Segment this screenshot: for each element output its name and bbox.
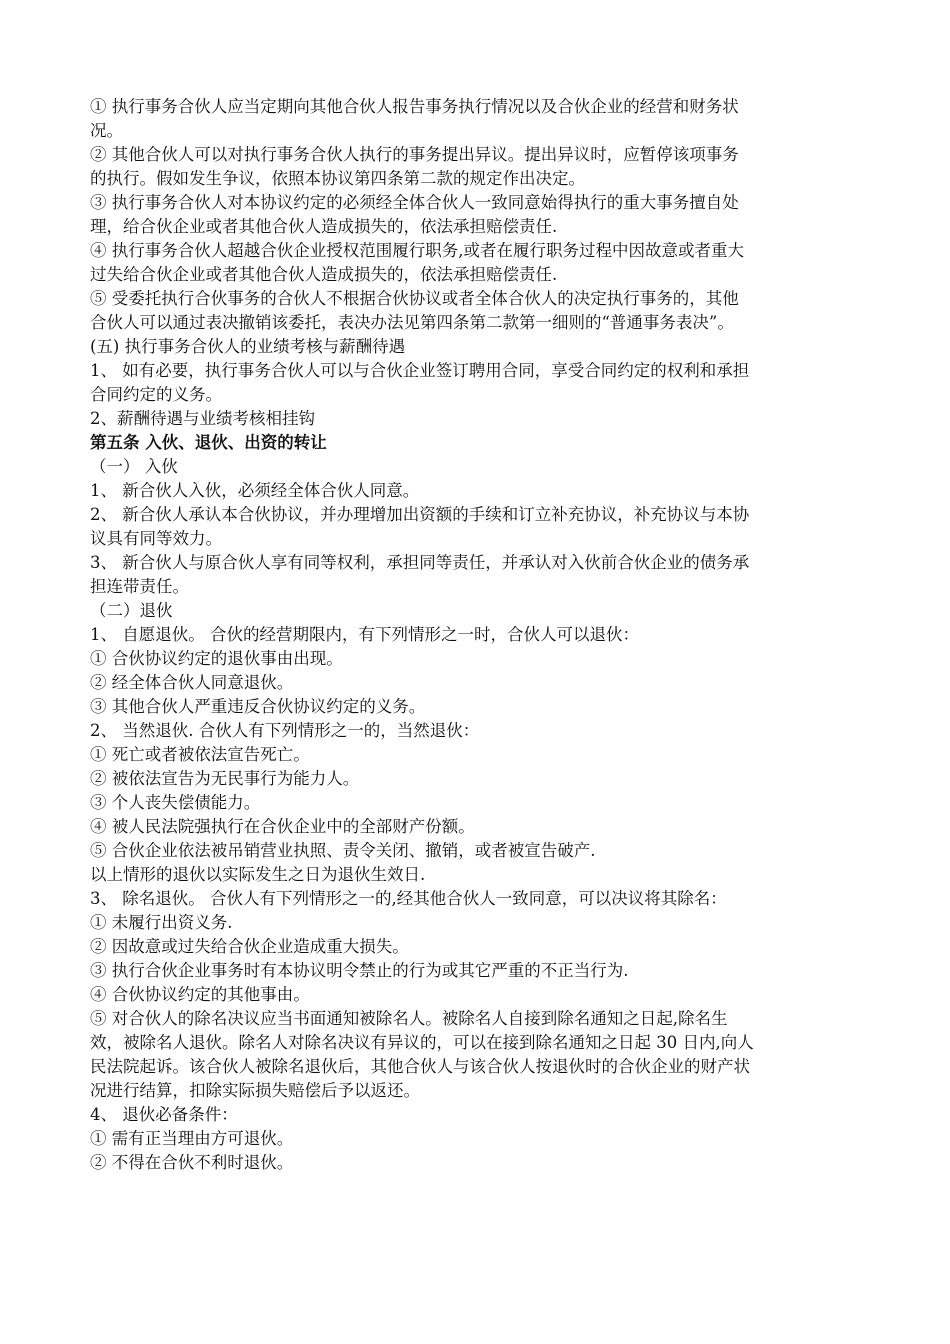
text-line: ② 被依法宣告为无民事行为能力人。 — [90, 769, 360, 788]
text-line: 2、薪酬待遇与业绩考核相挂钩 — [90, 409, 315, 428]
text-line: ① 合伙协议约定的退伙事由出现。 — [90, 649, 343, 668]
text-line: ② 经全体合伙人同意退伙。 — [90, 673, 294, 692]
text-line: ② 其他合伙人可以对执行事务合伙人执行的事务提出异议。提出异议时，应暂停该项事务 — [90, 145, 739, 164]
article-heading: 第五条 入伙、退伙、出资的转让 — [90, 433, 327, 452]
text-line: 1、 如有必要，执行事务合伙人可以与合伙企业签订聘用合同，享受合同约定的权利和承担 — [90, 361, 750, 380]
subsection-heading: （一） 入伙 — [90, 457, 178, 476]
text-line: 况进行结算，扣除实际损失赔偿后予以返还。 — [90, 1081, 420, 1100]
text-line: ③ 执行合伙企业事务时有本协议明令禁止的行为或其它严重的不正当行为. — [90, 961, 629, 980]
text-line: 2、 当然退伙. 合伙人有下列情形之一的，当然退伙： — [90, 721, 480, 740]
text-line: ① 死亡或者被依法宣告死亡。 — [90, 745, 310, 764]
text-line: 民法院起诉。该合伙人被除名退伙后，其他合伙人与该合伙人按退伙时的合伙企业的财产状 — [90, 1057, 750, 1076]
text-line: 合同约定的义务。 — [90, 385, 222, 404]
text-line: 以上情形的退伙以实际发生之日为退伙生效日. — [90, 865, 426, 884]
text-line: ④ 合伙协议约定的其他事由。 — [90, 985, 310, 1004]
text-line: 效，被除名人退伙。除名人对除名决议有异议的，可以在接到除名通知之日起 30 日内,向人 — [90, 1033, 754, 1052]
text-line: 1、 新合伙人入伙，必须经全体合伙人同意。 — [90, 481, 420, 500]
text-line: 的执行。假如发生争议，依照本协议第四条第二款的规定作出决定。 — [90, 169, 585, 188]
text-line: 议具有同等效力。 — [90, 529, 222, 548]
text-line: ⑤ 合伙企业依法被吊销营业执照、责令关闭、撤销，或者被宣告破产. — [90, 841, 596, 860]
text-line: 合伙人可以通过表决撤销该委托，表决办法见第四条第二款第一细则的“普通事务表决”。 — [90, 313, 734, 332]
text-line: 1、 自愿退伙。 合伙的经营期限内，有下列情形之一时，合伙人可以退伙： — [90, 625, 639, 644]
text-line: ④ 执行事务合伙人超越合伙企业授权范围履行职务,或者在履行职务过程中因故意或者重大 — [90, 241, 744, 260]
text-line: 3、 除名退伙。 合伙人有下列情形之一的,经其他合伙人一致同意，可以决议将其除名： — [90, 889, 727, 908]
subsection-heading: （二）退伙 — [90, 601, 173, 620]
text-line: 过失给合伙企业或者其他合伙人造成损失的，依法承担赔偿责任. — [90, 265, 558, 284]
text-line: ⑤ 对合伙人的除名决议应当书面通知被除名人。被除名人自接到除名通知之日起,除名生 — [90, 1009, 728, 1028]
subsection-heading: (五) 执行事务合伙人的业绩考核与薪酬待遇 — [90, 337, 406, 356]
text-line: ① 未履行出资义务. — [90, 913, 233, 932]
text-line: ② 不得在合伙不利时退伙。 — [90, 1153, 294, 1172]
text-line: ⑤ 受委托执行合伙事务的合伙人不根据合伙协议或者全体合伙人的决定执行事务的，其他 — [90, 289, 739, 308]
text-line: ③ 个人丧失偿债能力。 — [90, 793, 261, 812]
text-line: 担连带责任。 — [90, 577, 189, 596]
text-line: ③ 执行事务合伙人对本协议约定的必须经全体合伙人一致同意始得执行的重大事务擅自处 — [90, 193, 739, 212]
text-line: 理，给合伙企业或者其他合伙人造成损失的，依法承担赔偿责任. — [90, 217, 558, 236]
text-line: 2、 新合伙人承认本合伙协议，并办理增加出资额的手续和订立补充协议，补充协议与本协 — [90, 505, 750, 524]
text-line: 况。 — [90, 121, 123, 140]
text-line: ③ 其他合伙人严重违反合伙协议约定的义务。 — [90, 697, 426, 716]
text-line: ① 执行事务合伙人应当定期向其他合伙人报告事务执行情况以及合伙企业的经营和财务状 — [90, 97, 739, 116]
text-line: ④ 被人民法院强执行在合伙企业中的全部财产份额。 — [90, 817, 475, 836]
text-line: ② 因故意或过失给合伙企业造成重大损失。 — [90, 937, 409, 956]
text-line: 3、 新合伙人与原合伙人享有同等权利，承担同等责任，并承认对入伙前合伙企业的债务承 — [90, 553, 750, 572]
text-line: ① 需有正当理由方可退伙。 — [90, 1129, 294, 1148]
text-line: 4、 退伙必备条件： — [90, 1105, 238, 1124]
